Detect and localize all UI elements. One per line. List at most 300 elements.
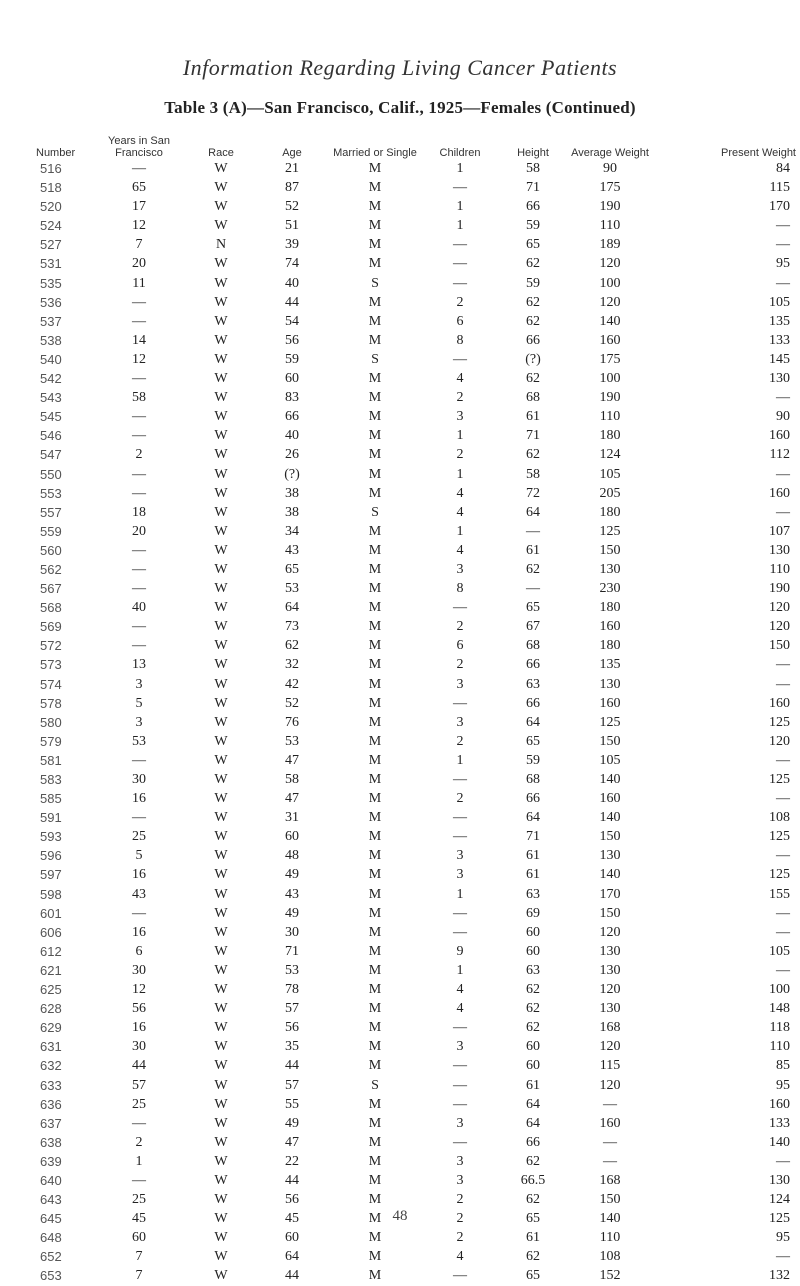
cell-average-weight: 160 — [599, 791, 621, 807]
cell-marital-status: M — [368, 561, 382, 577]
table-row — [36, 846, 796, 865]
cell-race: W — [214, 1096, 228, 1112]
cell-race: W — [214, 829, 228, 845]
cell-children: 8 — [456, 332, 464, 348]
col-header-years: Years in San Francisco — [108, 135, 170, 159]
table-row — [36, 1037, 796, 1056]
table-row — [36, 732, 796, 751]
cell-race: W — [214, 619, 228, 635]
table-row — [36, 407, 796, 426]
cell-number: 638 — [40, 1134, 62, 1150]
cell-number: 612 — [40, 943, 62, 959]
cell-race: W — [214, 542, 228, 558]
cell-age: 22 — [285, 1153, 299, 1169]
cell-age: 44 — [285, 1058, 299, 1074]
cell-average-weight: 140 — [599, 313, 621, 329]
cell-number: 543 — [40, 390, 62, 406]
cell-average-weight: 105 — [599, 752, 621, 768]
cell-height: 62 — [526, 447, 540, 463]
cell-age: 49 — [285, 905, 299, 921]
cell-age: 39 — [285, 237, 299, 253]
cell-race: W — [214, 371, 228, 387]
col-header-average-weight: Average Weight — [571, 147, 649, 159]
cell-age: 38 — [285, 485, 299, 501]
cell-average-weight: 110 — [599, 409, 621, 425]
cell-average-weight: 180 — [599, 428, 621, 444]
cell-marital-status: M — [368, 791, 382, 807]
cell-marital-status: M — [368, 390, 382, 406]
cell-race: W — [214, 161, 228, 176]
cell-marital-status: M — [368, 466, 382, 482]
cell-years-in-sf: 40 — [132, 600, 146, 616]
cell-age: 54 — [285, 313, 299, 329]
cell-race: W — [214, 1153, 228, 1169]
cell-years-in-sf: 1 — [135, 1153, 143, 1169]
cell-children: 3 — [456, 867, 464, 883]
cell-height: 63 — [526, 886, 540, 902]
cell-average-weight: 150 — [599, 1192, 621, 1208]
table-row — [36, 388, 796, 407]
cell-present-weight: — — [776, 237, 790, 253]
cell-average-weight: 120 — [599, 1039, 621, 1055]
col-header-age: Age — [282, 147, 302, 159]
cell-present-weight: 120 — [769, 600, 790, 616]
cell-height: 71 — [526, 180, 540, 196]
cell-height: 59 — [526, 752, 540, 768]
cell-height: 65 — [526, 1268, 540, 1284]
table-row — [36, 1228, 796, 1247]
cell-average-weight: 168 — [599, 1172, 621, 1188]
cell-children: 1 — [456, 752, 464, 768]
cell-years-in-sf: 12 — [132, 218, 146, 234]
cell-marital-status: M — [368, 657, 382, 673]
cell-average-weight: 189 — [599, 237, 621, 253]
cell-height: 68 — [526, 772, 540, 787]
cell-number: 629 — [40, 1020, 62, 1036]
cell-number: 560 — [40, 542, 62, 558]
cell-age: 52 — [285, 199, 299, 215]
cell-average-weight: 160 — [599, 695, 621, 711]
cell-age: 26 — [285, 447, 299, 463]
cell-number: 653 — [40, 1268, 62, 1284]
cell-age: 56 — [285, 332, 299, 348]
cell-race: W — [214, 848, 228, 864]
cell-race: W — [214, 772, 228, 787]
cell-race: W — [214, 867, 228, 883]
cell-marital-status: M — [368, 752, 382, 768]
cell-age: 57 — [285, 1077, 299, 1093]
cell-race: W — [214, 1268, 228, 1284]
cell-race: W — [214, 294, 228, 310]
cell-number: 559 — [40, 523, 62, 539]
cell-race: W — [214, 199, 228, 215]
cell-present-weight: 107 — [769, 523, 790, 539]
cell-present-weight: — — [776, 218, 790, 234]
cell-number: 598 — [40, 886, 62, 902]
cell-children: 3 — [456, 409, 464, 425]
cell-average-weight: 160 — [599, 332, 621, 348]
cell-marital-status: M — [368, 1096, 382, 1112]
cell-children: — — [453, 1077, 467, 1093]
cell-children: — — [453, 351, 467, 367]
cell-race: W — [214, 313, 228, 329]
cell-marital-status: M — [368, 1172, 382, 1188]
cell-present-weight: 133 — [769, 1115, 790, 1131]
cell-height: 65 — [526, 733, 540, 749]
cell-marital-status: M — [368, 218, 382, 234]
cell-average-weight: 168 — [599, 1020, 621, 1036]
cell-height: 61 — [526, 848, 540, 864]
cell-height: 68 — [526, 638, 540, 654]
table-row — [36, 312, 796, 331]
cell-years-in-sf: — — [132, 313, 146, 329]
table-row — [36, 751, 796, 770]
cell-years-in-sf: 3 — [135, 676, 143, 692]
cell-average-weight: 135 — [599, 657, 621, 673]
cell-average-weight: 110 — [599, 1230, 621, 1246]
cell-race: W — [214, 1211, 228, 1227]
table-row — [36, 675, 796, 694]
cell-race: W — [214, 1115, 228, 1131]
cell-children: 1 — [456, 161, 464, 176]
cell-years-in-sf: 60 — [132, 1230, 146, 1246]
cell-number: 606 — [40, 924, 62, 940]
cell-marital-status: M — [368, 1039, 382, 1055]
cell-height: 65 — [526, 237, 540, 253]
cell-years-in-sf: 43 — [132, 886, 146, 902]
cell-average-weight: 120 — [599, 256, 621, 272]
col-header-children: Children — [439, 147, 481, 159]
cell-height: 62 — [526, 256, 540, 272]
cell-years-in-sf: 2 — [135, 447, 143, 463]
cell-years-in-sf: 25 — [132, 829, 146, 845]
cell-race: W — [214, 1230, 228, 1246]
cell-marital-status: S — [371, 1077, 379, 1093]
cell-height: 62 — [526, 1020, 540, 1036]
cell-race: W — [214, 218, 228, 234]
table-row — [36, 541, 796, 560]
cell-age: 73 — [285, 619, 299, 635]
table-row — [36, 770, 796, 789]
cell-marital-status: M — [368, 237, 382, 253]
cell-height: 62 — [526, 313, 540, 329]
cell-children: — — [453, 1096, 467, 1112]
cell-years-in-sf: — — [132, 1172, 146, 1188]
col-header-number: Number — [36, 147, 76, 159]
cell-height: 68 — [526, 390, 540, 406]
cell-height: 66.5 — [520, 1172, 546, 1188]
cell-present-weight: — — [776, 275, 790, 291]
cell-race: W — [214, 1020, 228, 1036]
cell-age: 64 — [285, 1249, 299, 1265]
cell-number: 537 — [40, 313, 62, 329]
cell-marital-status: M — [368, 1192, 382, 1208]
cell-average-weight: 100 — [599, 371, 621, 387]
table-row — [36, 789, 796, 808]
cell-children: — — [453, 829, 467, 845]
cell-height: 62 — [526, 561, 540, 577]
cell-age: 66 — [285, 409, 299, 425]
cell-years-in-sf: 30 — [132, 962, 146, 978]
table-row — [36, 617, 796, 636]
cell-years-in-sf: — — [132, 409, 146, 425]
cell-present-weight: 150 — [769, 638, 790, 654]
cell-height: 64 — [526, 714, 540, 730]
cell-height: 62 — [526, 371, 540, 387]
cell-years-in-sf: — — [132, 466, 146, 482]
cell-years-in-sf: 11 — [132, 275, 146, 291]
cell-race: W — [214, 657, 228, 673]
cell-number: 628 — [40, 1001, 62, 1017]
cell-race: W — [214, 180, 228, 196]
cell-present-weight: 84 — [776, 161, 790, 176]
table-row — [36, 713, 796, 732]
cell-marital-status: M — [368, 943, 382, 959]
cell-age: 35 — [285, 1039, 299, 1055]
cell-number: 538 — [40, 332, 62, 348]
table-row — [36, 1266, 796, 1285]
cell-average-weight: 130 — [599, 943, 621, 959]
cell-children: — — [453, 600, 467, 616]
cell-height: 61 — [526, 867, 540, 883]
cell-average-weight: — — [603, 1134, 617, 1150]
cell-marital-status: S — [371, 351, 379, 367]
cell-age: 62 — [285, 638, 299, 654]
cell-number: 524 — [40, 218, 62, 234]
cell-present-weight: 95 — [776, 1077, 790, 1093]
cell-race: W — [214, 676, 228, 692]
cell-children: — — [453, 1058, 467, 1074]
cell-age: 53 — [285, 581, 299, 597]
cell-age: 76 — [285, 714, 299, 730]
cell-race: W — [214, 409, 228, 425]
cell-years-in-sf: — — [132, 619, 146, 635]
col-header-height: Height — [517, 147, 549, 159]
cell-years-in-sf: — — [132, 371, 146, 387]
cell-number: 639 — [40, 1153, 62, 1169]
cell-years-in-sf: 25 — [132, 1096, 146, 1112]
cell-children: 4 — [456, 371, 464, 387]
cell-average-weight: 140 — [599, 772, 621, 787]
cell-present-weight: 160 — [769, 428, 790, 444]
cell-height: 69 — [526, 905, 540, 921]
table-row — [36, 579, 796, 598]
cell-number: 518 — [40, 180, 62, 196]
cell-average-weight: 160 — [599, 1115, 621, 1131]
cell-number: 546 — [40, 428, 62, 444]
table-row — [36, 598, 796, 617]
cell-children: 2 — [456, 1192, 464, 1208]
cell-present-weight: 160 — [769, 485, 790, 501]
cell-number: 568 — [40, 600, 62, 616]
cell-height: (?) — [525, 351, 541, 367]
cell-number: 535 — [40, 275, 62, 291]
cell-marital-status: M — [368, 695, 382, 711]
cell-average-weight: 180 — [599, 638, 621, 654]
cell-children: 1 — [456, 218, 464, 234]
cell-marital-status: M — [368, 1001, 382, 1017]
cell-children: 2 — [456, 1230, 464, 1246]
table-body — [36, 159, 796, 1286]
cell-average-weight: 130 — [599, 962, 621, 978]
cell-average-weight: 205 — [599, 485, 621, 501]
cell-average-weight: 105 — [599, 466, 621, 482]
table-row — [36, 350, 796, 369]
table-row — [36, 197, 796, 216]
cell-age: 53 — [285, 733, 299, 749]
table-row — [36, 560, 796, 579]
cell-present-weight: 85 — [776, 1058, 790, 1074]
cell-present-weight: 115 — [769, 180, 790, 196]
cell-marital-status: M — [368, 485, 382, 501]
table-row — [36, 293, 796, 312]
cell-years-in-sf: 16 — [132, 867, 146, 883]
cell-race: W — [214, 581, 228, 597]
cell-marital-status: M — [368, 810, 382, 826]
cell-age: 83 — [285, 390, 299, 406]
cell-marital-status: M — [368, 886, 382, 902]
cell-present-weight: — — [776, 848, 790, 864]
table-row — [36, 522, 796, 541]
cell-present-weight: 130 — [769, 542, 790, 558]
cell-marital-status: M — [368, 294, 382, 310]
cell-children: 3 — [456, 1115, 464, 1131]
cell-children: 6 — [456, 313, 464, 329]
cell-race: W — [214, 447, 228, 463]
cell-number: 567 — [40, 581, 62, 597]
cell-present-weight: 105 — [769, 943, 790, 959]
cell-present-weight: — — [776, 1249, 790, 1265]
cell-years-in-sf: — — [132, 294, 146, 310]
cell-years-in-sf: 18 — [132, 504, 146, 520]
cell-height: 62 — [526, 1192, 540, 1208]
cell-number: 550 — [40, 466, 62, 482]
cell-marital-status: M — [368, 1268, 382, 1284]
cell-race: W — [214, 1134, 228, 1150]
cell-marital-status: S — [371, 504, 379, 520]
table-row — [36, 1152, 796, 1171]
cell-years-in-sf: 5 — [135, 848, 143, 864]
cell-marital-status: M — [368, 600, 382, 616]
cell-age: 60 — [285, 1230, 299, 1246]
cell-number: 520 — [40, 199, 62, 215]
cell-average-weight: 190 — [599, 199, 621, 215]
cell-age: 53 — [285, 962, 299, 978]
cell-number: 557 — [40, 504, 62, 520]
cell-marital-status: M — [368, 371, 382, 387]
cell-race: W — [214, 1077, 228, 1093]
cell-present-weight: — — [776, 905, 790, 921]
table-row — [36, 274, 796, 293]
cell-children: 1 — [456, 886, 464, 902]
cell-marital-status: M — [368, 256, 382, 272]
cell-age: 38 — [285, 504, 299, 520]
cell-average-weight: 170 — [599, 886, 621, 902]
cell-present-weight: 95 — [776, 1230, 790, 1246]
cell-race: W — [214, 810, 228, 826]
cell-years-in-sf: — — [132, 161, 146, 176]
cell-years-in-sf: 17 — [132, 199, 146, 215]
cell-number: 579 — [40, 733, 62, 749]
cell-number: 637 — [40, 1115, 62, 1131]
cell-average-weight: — — [603, 1153, 617, 1169]
cell-children: 4 — [456, 542, 464, 558]
cell-age: 47 — [285, 1134, 299, 1150]
cell-age: (?) — [284, 466, 300, 482]
cell-age: 21 — [285, 161, 299, 176]
cell-present-weight: — — [776, 676, 790, 692]
table-row — [36, 865, 796, 884]
cell-present-weight: 160 — [769, 1096, 790, 1112]
cell-age: 44 — [285, 294, 299, 310]
table-row — [36, 808, 796, 827]
cell-present-weight: 125 — [769, 829, 790, 845]
col-header-race: Race — [208, 147, 234, 159]
cell-age: 32 — [285, 657, 299, 673]
patients-table — [36, 123, 796, 1286]
cell-marital-status: M — [368, 1249, 382, 1265]
cell-present-weight: 130 — [769, 1172, 790, 1188]
cell-present-weight: 90 — [776, 409, 790, 425]
cell-number: 648 — [40, 1230, 62, 1246]
cell-average-weight: 124 — [599, 447, 621, 463]
cell-children: 4 — [456, 1001, 464, 1017]
cell-present-weight: 125 — [769, 772, 790, 787]
cell-average-weight: 90 — [603, 161, 617, 176]
cell-age: 57 — [285, 1001, 299, 1017]
table-row — [36, 1247, 796, 1266]
cell-children: — — [453, 924, 467, 940]
cell-marital-status: M — [368, 180, 382, 196]
cell-age: 47 — [285, 752, 299, 768]
cell-years-in-sf: — — [132, 485, 146, 501]
cell-children: 3 — [456, 848, 464, 864]
cell-height: 66 — [526, 791, 540, 807]
table-row — [36, 216, 796, 235]
cell-years-in-sf: 7 — [135, 1268, 143, 1284]
cell-number: 573 — [40, 657, 62, 673]
table-row — [36, 484, 796, 503]
cell-age: 56 — [285, 1020, 299, 1036]
cell-marital-status: M — [368, 867, 382, 883]
cell-children: — — [453, 237, 467, 253]
cell-children: 4 — [456, 485, 464, 501]
cell-present-weight: 120 — [769, 733, 790, 749]
cell-race: W — [214, 1039, 228, 1055]
cell-present-weight: 132 — [769, 1268, 790, 1284]
cell-present-weight: 120 — [769, 619, 790, 635]
cell-age: 65 — [285, 561, 299, 577]
cell-marital-status: M — [368, 905, 382, 921]
cell-children: — — [453, 695, 467, 711]
cell-number: 553 — [40, 485, 62, 501]
cell-average-weight: 125 — [599, 523, 621, 539]
cell-number: 597 — [40, 867, 62, 883]
cell-present-weight: 155 — [769, 886, 790, 902]
cell-race: W — [214, 886, 228, 902]
cell-children: — — [453, 810, 467, 826]
cell-children: 4 — [456, 504, 464, 520]
cell-height: 62 — [526, 1249, 540, 1265]
cell-race: W — [214, 428, 228, 444]
cell-marital-status: M — [368, 581, 382, 597]
cell-number: 645 — [40, 1211, 62, 1227]
cell-present-weight: 100 — [769, 982, 790, 998]
cell-marital-status: M — [368, 982, 382, 998]
cell-children: 3 — [456, 1153, 464, 1169]
cell-age: 30 — [285, 924, 299, 940]
cell-number: 591 — [40, 810, 62, 826]
